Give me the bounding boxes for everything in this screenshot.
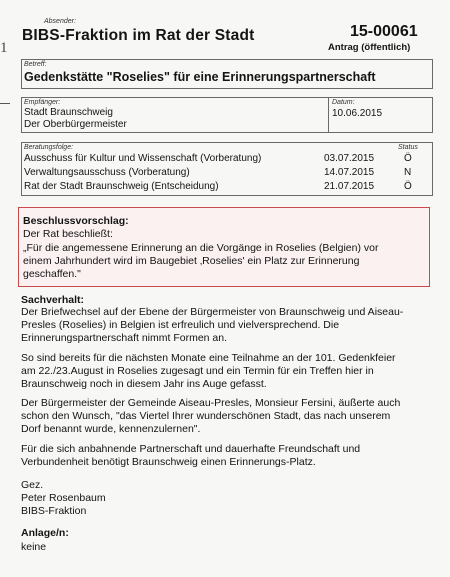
consultation-box <box>21 142 433 196</box>
text-line: Braunschweig noch in diesem Jahr ins Auge gefasst. <box>21 378 267 391</box>
attachments-value: keine <box>21 541 47 553</box>
proposal-line: „Für die angemessene Erinnerung an die Vorgänge in Roselies (Belgien) vor <box>23 242 379 254</box>
subject-text: Gedenkstätte "Roselies" für eine Erinnerungspartnerschaft <box>24 70 376 84</box>
sender-label: Absender: <box>44 18 76 25</box>
recipient-box <box>21 97 433 133</box>
recipient-divider <box>328 98 329 132</box>
date-value: 10.06.2015 <box>332 108 383 119</box>
facts-title: Sachverhalt: <box>21 294 85 306</box>
proposal-line: geschaffen." <box>23 268 81 280</box>
recipient-label: Empfänger: <box>24 99 61 106</box>
text-line: Erinnerungspartnerschaft nimmt Formen an. <box>21 332 228 345</box>
text-line: Für die sich anbahnende Partnerschaft und dauerhafte Freundschaft und <box>21 443 361 455</box>
text-line: Verbundenheit benötigt Braunschweig einen Erinnerungs-Platz. <box>21 456 316 469</box>
facts-paragraph-3 <box>21 397 433 437</box>
sender-name: BIBS-Fraktion im Rat der Stadt <box>22 27 255 44</box>
document-type: Antrag (öffentlich) <box>328 42 411 53</box>
margin-mark: 1 <box>0 40 8 56</box>
proposal-title: Beschlussvorschlag: <box>23 215 129 227</box>
subject-box <box>21 59 433 89</box>
text-line: So sind bereits für die nächsten Monate eine Teilnahme an der 101. Gedenkfeier <box>21 352 396 364</box>
attachments-title: Anlage/n: <box>21 527 69 539</box>
proposal-intro: Der Rat beschließt: <box>23 228 113 240</box>
consultation-row-status: Ö <box>404 153 412 164</box>
signature-greeting: Gez. <box>21 479 44 491</box>
recipient-line1: Stadt Braunschweig <box>24 107 113 118</box>
consultation-row-date: 03.07.2015 <box>324 153 375 164</box>
date-label: Datum: <box>332 99 355 106</box>
document-number: 15-00061 <box>350 23 418 40</box>
text-line: Dorf benannt wurde, kennenzulernen". <box>21 423 201 436</box>
facts-paragraph-1 <box>21 306 433 346</box>
proposal-box <box>18 207 430 287</box>
facts-paragraph-2 <box>21 352 433 392</box>
facts-paragraph-4 <box>21 443 433 469</box>
consultation-row-status: Ö <box>404 181 412 192</box>
text-line: am 22./23.August in Roselies zugesagt und ein Termin für ein Treffen hier in <box>21 365 374 378</box>
consultation-row-body: Rat der Stadt Braunschweig (Entscheidung) <box>24 181 219 192</box>
proposal-line: einem Jahrhundert wird im Baugebiet ‚Roselies' ein Platz zur Erinnerung <box>23 255 360 267</box>
signature-name: Peter Rosenbaum <box>21 492 106 505</box>
consultation-row-date: 14.07.2015 <box>324 167 375 178</box>
consultation-row-body: Verwaltungsausschuss (Vorberatung) <box>24 167 190 178</box>
text-line: Presles (Roselies) in Belgien ist erfreulich und vielversprechend. Die <box>21 319 340 332</box>
margin-tick <box>0 103 10 104</box>
consultation-row-status: N <box>404 167 412 178</box>
consultation-row-date: 21.07.2015 <box>324 181 375 192</box>
recipient-line2: Der Oberbürgermeister <box>24 119 127 130</box>
signature-group: BIBS-Fraktion <box>21 505 87 518</box>
subject-label: Betreff: <box>24 61 47 68</box>
consultation-label: Beratungsfolge: <box>24 144 74 151</box>
text-line: Der Briefwechsel auf der Ebene der Bürgermeister von Braunschweig und Aiseau- <box>21 306 404 318</box>
consultation-row-body: Ausschuss für Kultur und Wissenschaft (Vorberatung) <box>24 153 262 164</box>
status-label: Status <box>398 144 418 151</box>
signature-block <box>21 479 433 519</box>
text-line: Der Bürgermeister der Gemeinde Aiseau-Presles, Monsieur Fersini, äußerte auch <box>21 397 401 409</box>
text-line: schon den Wunsch, "das Viertel Ihrer wunderschönen Stadt, das nach unserem <box>21 410 391 423</box>
